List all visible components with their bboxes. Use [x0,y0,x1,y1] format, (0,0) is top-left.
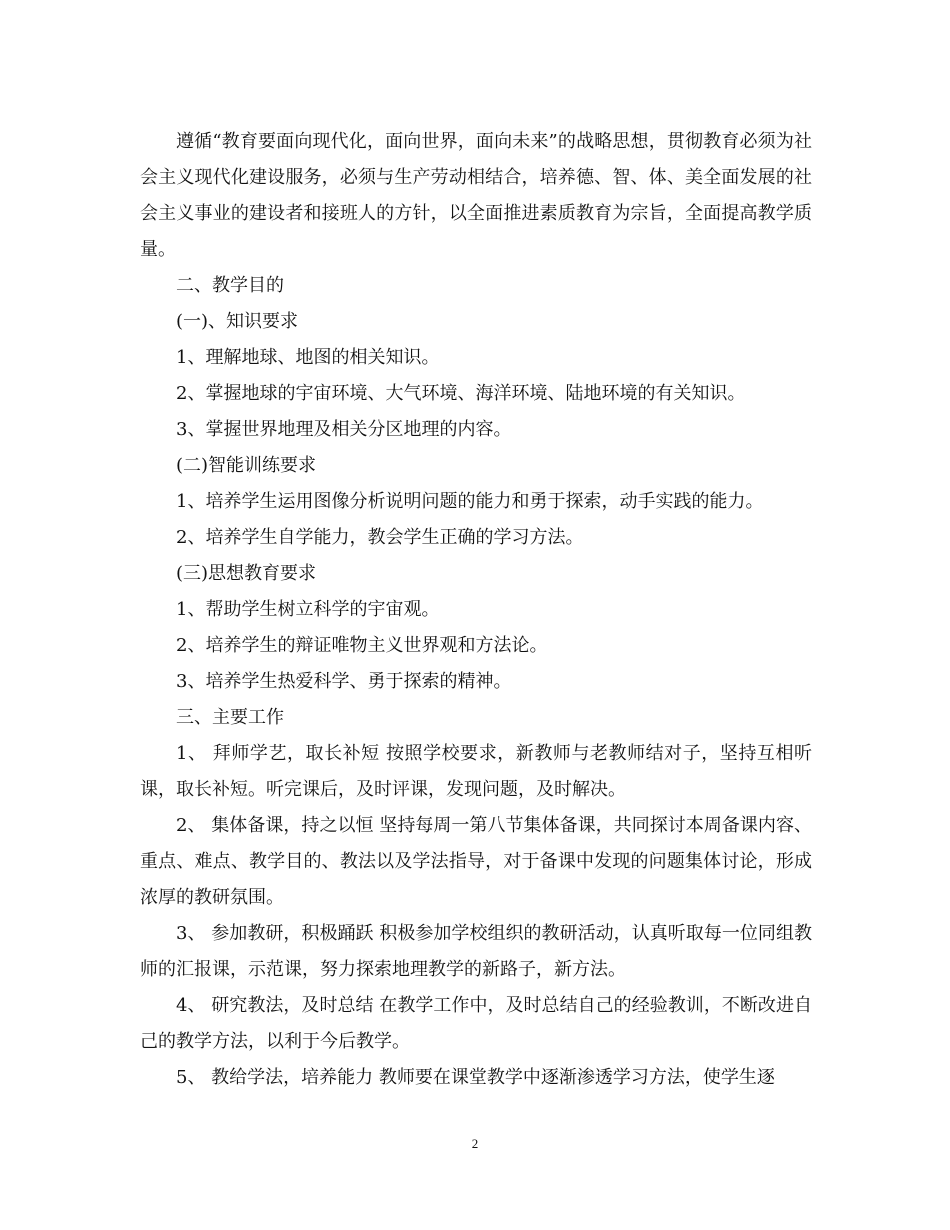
list-item: 5、 教给学法，培养能力 教师要在课堂教学中逐渐渗透学习方法，使学生逐 [176,1067,775,1088]
list-item: 3、培养学生热爱科学、勇于探索的精神。 [176,671,512,692]
list-item: 2、培养学生的辩证唯物主义世界观和方法论。 [176,635,548,656]
paragraph-guiding-idea: 遵循“教育要面向现代化，面向世界，面向未来”的战略思想，贯彻教育必须为社会主义现代化建设服务，必须与生产劳动相结合，培养德、智、体、美全面发展的社会主义事业的建设者和接班人的方针，以全面推进素质教育为宗旨，全面提高教学质量。 [140,131,812,260]
list-item: 1、培养学生运用图像分析说明问题的能力和勇于探索，动手实践的能力。 [176,491,764,512]
section-heading-main-work: 三、主要工作 [176,707,284,728]
subheading-skill-training: (二)智能训练要求 [176,455,317,476]
subheading-ideological-education: (三)思想教育要求 [176,563,317,584]
list-item: 1、 拜师学艺，取长补短 按照学校要求，新教师与老教师结对子，坚持互相听课，取长补短。听完课后，及时评课，发现问题，及时解决。 [140,743,812,800]
subheading-knowledge-requirements: (一)、知识要求 [176,311,299,332]
list-item: 4、 研究教法，及时总结 在教学工作中，及时总结自己的经验教训，不断改进自己的教学方法，以利于今后教学。 [140,995,812,1052]
list-item: 2、掌握地球的宇宙环境、大气环境、海洋环境、陆地环境的有关知识。 [176,383,746,404]
list-item: 1、帮助学生树立科学的宇宙观。 [176,599,440,620]
section-heading-teaching-goals: 二、教学目的 [176,275,284,296]
list-item: 2、 集体备课，持之以恒 坚持每周一第八节集体备课，共同探讨本周备课内容、重点、难点、教学目的、教法以及学法指导，对于备课中发现的问题集体讨论，形成浓厚的教研氛围。 [140,815,812,908]
list-item: 3、 参加教研，积极踊跃 积极参加学校组织的教研活动，认真听取每一位同组教师的汇报课，示范课，努力探索地理教学的新路子，新方法。 [140,923,812,980]
list-item: 2、培养学生自学能力，教会学生正确的学习方法。 [176,527,584,548]
page-number: 2 [471,1136,479,1151]
list-item: 3、掌握世界地理及相关分区地理的内容。 [176,419,512,440]
list-item: 1、理解地球、地图的相关知识。 [176,347,440,368]
document-body [140,124,812,1096]
